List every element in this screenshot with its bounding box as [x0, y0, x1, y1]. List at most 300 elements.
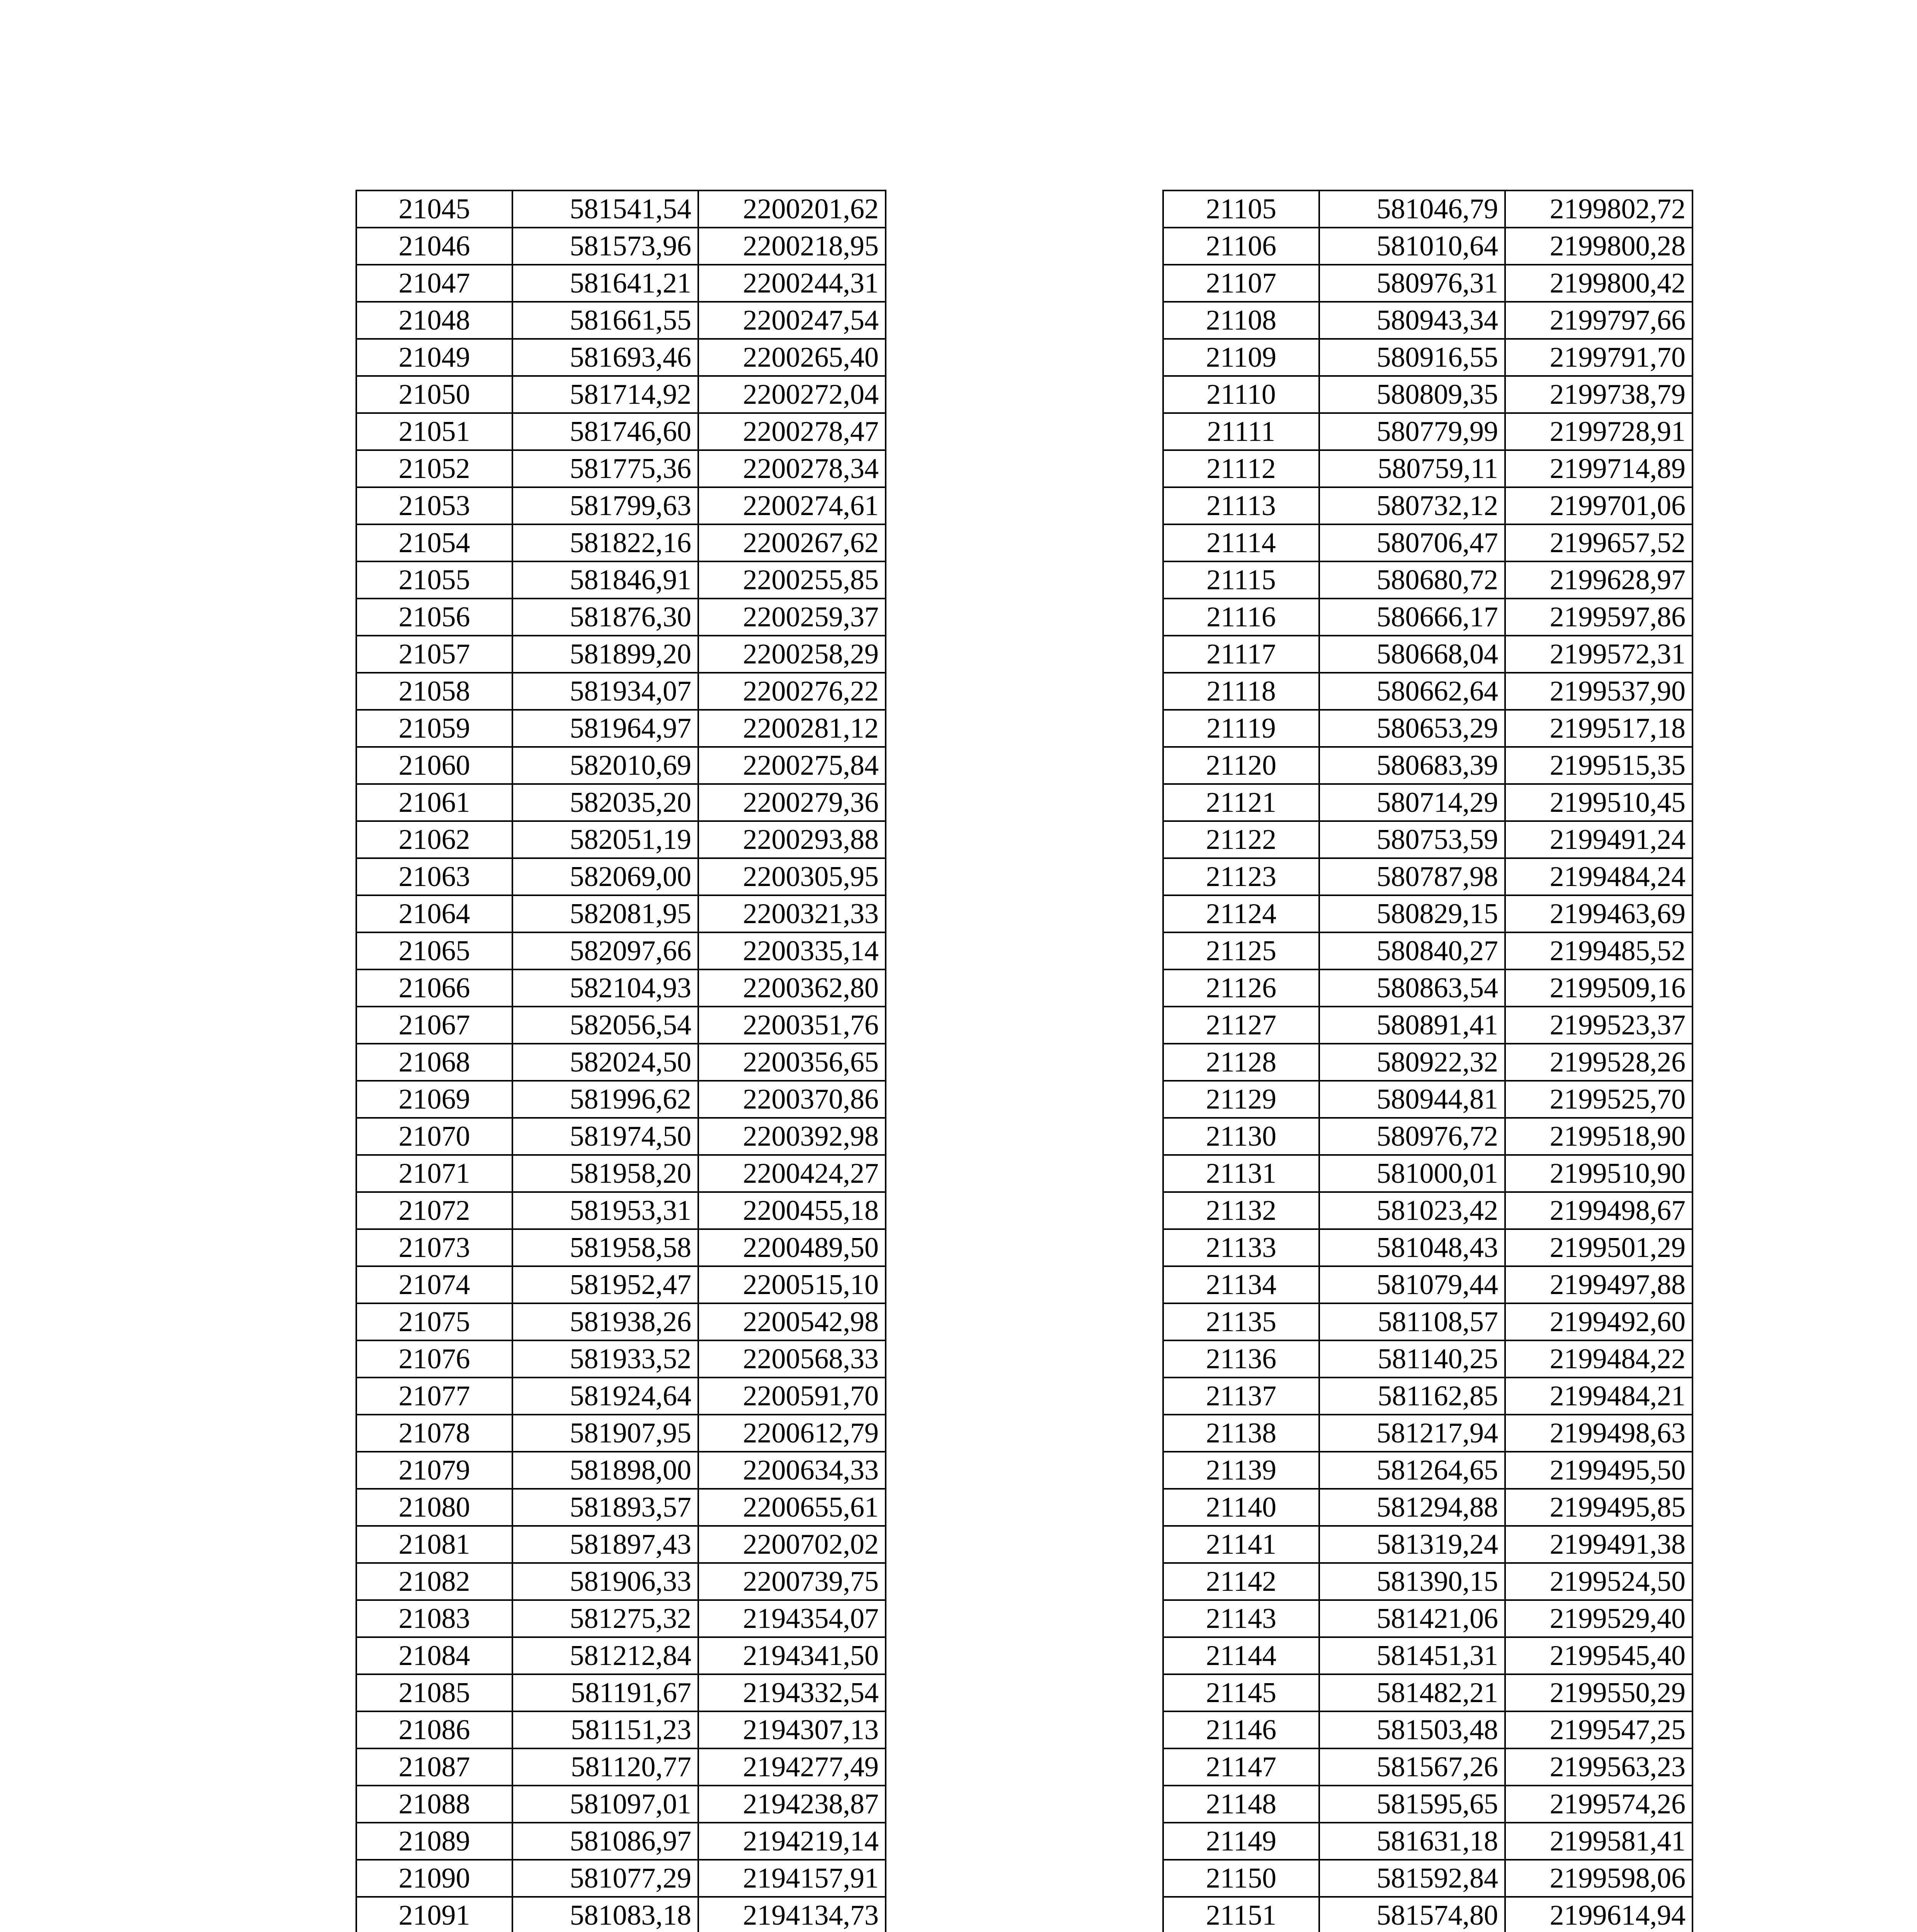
x-coordinate-cell: 580779,99	[1319, 413, 1505, 450]
y-coordinate-cell: 2199498,63	[1505, 1415, 1692, 1452]
point-id-cell: 21079	[356, 1452, 512, 1489]
point-id-cell: 21051	[356, 413, 512, 450]
x-coordinate-cell: 581083,18	[512, 1897, 698, 1932]
x-coordinate-cell: 582097,66	[512, 932, 698, 969]
table-row	[356, 1266, 886, 1303]
table-row	[356, 1748, 886, 1786]
y-coordinate-cell: 2200281,12	[698, 710, 886, 747]
y-coordinate-cell: 2200293,88	[698, 821, 886, 858]
table-row	[356, 265, 886, 302]
x-coordinate-cell: 581897,43	[512, 1526, 698, 1563]
y-coordinate-cell: 2199598,06	[1505, 1860, 1692, 1897]
y-coordinate-cell: 2200258,29	[698, 636, 886, 673]
point-id-cell: 21111	[1163, 413, 1319, 450]
table-row	[356, 1526, 886, 1563]
y-coordinate-cell: 2200259,37	[698, 599, 886, 636]
y-coordinate-cell: 2200455,18	[698, 1192, 886, 1229]
y-coordinate-cell: 2200305,95	[698, 858, 886, 895]
table-row	[356, 1007, 886, 1044]
y-coordinate-cell: 2200247,54	[698, 302, 886, 339]
point-id-cell: 21046	[356, 228, 512, 265]
x-coordinate-cell: 580732,12	[1319, 487, 1505, 524]
x-coordinate-cell: 580943,34	[1319, 302, 1505, 339]
x-coordinate-cell: 581451,31	[1319, 1637, 1505, 1674]
point-id-cell: 21055	[356, 561, 512, 599]
y-coordinate-cell: 2200201,62	[698, 190, 886, 228]
x-coordinate-cell: 581964,97	[512, 710, 698, 747]
table-row	[1163, 1860, 1692, 1897]
x-coordinate-cell: 581775,36	[512, 450, 698, 487]
point-id-cell: 21059	[356, 710, 512, 747]
y-coordinate-cell: 2199510,45	[1505, 784, 1692, 821]
table-row	[356, 487, 886, 524]
point-id-cell: 21116	[1163, 599, 1319, 636]
y-coordinate-cell: 2199484,21	[1505, 1378, 1692, 1415]
x-coordinate-cell: 580666,17	[1319, 599, 1505, 636]
x-coordinate-cell: 581390,15	[1319, 1563, 1505, 1600]
x-coordinate-cell: 581574,80	[1319, 1897, 1505, 1932]
x-coordinate-cell: 581661,55	[512, 302, 698, 339]
y-coordinate-cell: 2199802,72	[1505, 190, 1692, 228]
x-coordinate-cell: 580922,32	[1319, 1044, 1505, 1081]
point-id-cell: 21091	[356, 1897, 512, 1932]
point-id-cell: 21139	[1163, 1452, 1319, 1489]
table-row	[1163, 895, 1692, 932]
x-coordinate-cell: 580944,81	[1319, 1081, 1505, 1118]
x-coordinate-cell: 581974,50	[512, 1118, 698, 1155]
y-coordinate-cell: 2200370,86	[698, 1081, 886, 1118]
table-row	[1163, 413, 1692, 450]
table-row	[356, 895, 886, 932]
point-id-cell: 21077	[356, 1378, 512, 1415]
point-id-cell: 21057	[356, 636, 512, 673]
y-coordinate-cell: 2200351,76	[698, 1007, 886, 1044]
table-row	[356, 190, 886, 228]
y-coordinate-cell: 2200424,27	[698, 1155, 886, 1192]
point-id-cell: 21049	[356, 339, 512, 376]
point-id-cell: 21137	[1163, 1378, 1319, 1415]
y-coordinate-cell: 2199495,85	[1505, 1489, 1692, 1526]
table-row	[356, 1044, 886, 1081]
y-coordinate-cell: 2199510,90	[1505, 1155, 1692, 1192]
point-id-cell: 21050	[356, 376, 512, 413]
x-coordinate-cell: 581319,24	[1319, 1526, 1505, 1563]
table-row	[356, 710, 886, 747]
table-row	[1163, 1600, 1692, 1637]
point-id-cell: 21144	[1163, 1637, 1319, 1674]
point-id-cell: 21115	[1163, 561, 1319, 599]
x-coordinate-cell: 581567,26	[1319, 1748, 1505, 1786]
table-row	[1163, 1674, 1692, 1711]
x-coordinate-cell: 581906,33	[512, 1563, 698, 1600]
y-coordinate-cell: 2200279,36	[698, 784, 886, 821]
point-id-cell: 21121	[1163, 784, 1319, 821]
point-id-cell: 21117	[1163, 636, 1319, 673]
x-coordinate-cell: 581595,65	[1319, 1786, 1505, 1823]
x-coordinate-cell: 582069,00	[512, 858, 698, 895]
point-id-cell: 21118	[1163, 673, 1319, 710]
y-coordinate-cell: 2200655,61	[698, 1489, 886, 1526]
y-coordinate-cell: 2199800,42	[1505, 265, 1692, 302]
x-coordinate-cell: 582081,95	[512, 895, 698, 932]
table-row	[356, 932, 886, 969]
table-row	[356, 1786, 886, 1823]
x-coordinate-cell: 581294,88	[1319, 1489, 1505, 1526]
table-row	[1163, 599, 1692, 636]
point-id-cell: 21138	[1163, 1415, 1319, 1452]
x-coordinate-cell: 581541,54	[512, 190, 698, 228]
table-row	[356, 821, 886, 858]
x-coordinate-cell: 581641,21	[512, 265, 698, 302]
point-id-cell: 21052	[356, 450, 512, 487]
point-id-cell: 21067	[356, 1007, 512, 1044]
table-row	[1163, 1637, 1692, 1674]
x-coordinate-cell: 580840,27	[1319, 932, 1505, 969]
table-row	[356, 784, 886, 821]
x-coordinate-cell: 581086,97	[512, 1823, 698, 1860]
table-row	[356, 339, 886, 376]
y-coordinate-cell: 2200356,65	[698, 1044, 886, 1081]
point-id-cell: 21062	[356, 821, 512, 858]
y-coordinate-cell: 2199791,70	[1505, 339, 1692, 376]
point-id-cell: 21066	[356, 969, 512, 1007]
x-coordinate-cell: 580891,41	[1319, 1007, 1505, 1044]
table-row	[1163, 1897, 1692, 1932]
table-row	[1163, 1007, 1692, 1044]
y-coordinate-cell: 2199518,90	[1505, 1118, 1692, 1155]
y-coordinate-cell: 2200274,61	[698, 487, 886, 524]
table-row	[1163, 932, 1692, 969]
table-row	[356, 858, 886, 895]
x-coordinate-cell: 582035,20	[512, 784, 698, 821]
y-coordinate-cell: 2199515,35	[1505, 747, 1692, 784]
point-id-cell: 21130	[1163, 1118, 1319, 1155]
x-coordinate-cell: 582024,50	[512, 1044, 698, 1081]
y-coordinate-cell: 2194354,07	[698, 1600, 886, 1637]
table-row	[1163, 1748, 1692, 1786]
y-coordinate-cell: 2200392,98	[698, 1118, 886, 1155]
point-id-cell: 21078	[356, 1415, 512, 1452]
y-coordinate-cell: 2199484,24	[1505, 858, 1692, 895]
x-coordinate-cell: 581938,26	[512, 1303, 698, 1340]
y-coordinate-cell: 2194332,54	[698, 1674, 886, 1711]
x-coordinate-cell: 581746,60	[512, 413, 698, 450]
point-id-cell: 21149	[1163, 1823, 1319, 1860]
table-row	[1163, 1378, 1692, 1415]
point-id-cell: 21110	[1163, 376, 1319, 413]
y-coordinate-cell: 2199563,23	[1505, 1748, 1692, 1786]
point-id-cell: 21060	[356, 747, 512, 784]
table-row	[356, 599, 886, 636]
point-id-cell: 21073	[356, 1229, 512, 1266]
point-id-cell: 21076	[356, 1340, 512, 1378]
y-coordinate-cell: 2200267,62	[698, 524, 886, 561]
point-id-cell: 21081	[356, 1526, 512, 1563]
table-row	[1163, 784, 1692, 821]
point-id-cell: 21084	[356, 1637, 512, 1674]
y-coordinate-cell: 2200739,75	[698, 1563, 886, 1600]
y-coordinate-cell: 2200275,84	[698, 747, 886, 784]
x-coordinate-cell: 580680,72	[1319, 561, 1505, 599]
x-coordinate-cell: 580662,64	[1319, 673, 1505, 710]
x-coordinate-cell: 580706,47	[1319, 524, 1505, 561]
point-id-cell: 21133	[1163, 1229, 1319, 1266]
point-id-cell: 21140	[1163, 1489, 1319, 1526]
table-row	[1163, 858, 1692, 895]
y-coordinate-cell: 2199528,26	[1505, 1044, 1692, 1081]
table-row	[1163, 228, 1692, 265]
table-row	[1163, 302, 1692, 339]
point-id-cell: 21074	[356, 1266, 512, 1303]
y-coordinate-cell: 2199517,18	[1505, 710, 1692, 747]
table-row	[1163, 747, 1692, 784]
y-coordinate-cell: 2199714,89	[1505, 450, 1692, 487]
x-coordinate-cell: 580976,31	[1319, 265, 1505, 302]
y-coordinate-cell: 2200515,10	[698, 1266, 886, 1303]
table-row	[1163, 376, 1692, 413]
table-row	[1163, 487, 1692, 524]
y-coordinate-cell: 2194157,91	[698, 1860, 886, 1897]
y-coordinate-cell: 2194219,14	[698, 1823, 886, 1860]
x-coordinate-cell: 581264,65	[1319, 1452, 1505, 1489]
x-coordinate-cell: 581876,30	[512, 599, 698, 636]
x-coordinate-cell: 581924,64	[512, 1378, 698, 1415]
x-coordinate-cell: 581120,77	[512, 1748, 698, 1786]
table-row	[1163, 1340, 1692, 1378]
y-coordinate-cell: 2199492,60	[1505, 1303, 1692, 1340]
y-coordinate-cell: 2200362,80	[698, 969, 886, 1007]
x-coordinate-cell: 581140,25	[1319, 1340, 1505, 1378]
x-coordinate-cell: 580809,35	[1319, 376, 1505, 413]
table-row	[356, 1155, 886, 1192]
x-coordinate-cell: 581077,29	[512, 1860, 698, 1897]
y-coordinate-cell: 2199491,24	[1505, 821, 1692, 858]
point-id-cell: 21132	[1163, 1192, 1319, 1229]
y-coordinate-cell: 2200568,33	[698, 1340, 886, 1378]
coordinates-table-right	[1162, 190, 1693, 1932]
point-id-cell: 21068	[356, 1044, 512, 1081]
point-id-cell: 21063	[356, 858, 512, 895]
point-id-cell: 21107	[1163, 265, 1319, 302]
x-coordinate-cell: 581421,06	[1319, 1600, 1505, 1637]
x-coordinate-cell: 581046,79	[1319, 190, 1505, 228]
y-coordinate-cell: 2199545,40	[1505, 1637, 1692, 1674]
point-id-cell: 21108	[1163, 302, 1319, 339]
point-id-cell: 21109	[1163, 339, 1319, 376]
x-coordinate-cell: 581010,64	[1319, 228, 1505, 265]
point-id-cell: 21119	[1163, 710, 1319, 747]
point-id-cell: 21075	[356, 1303, 512, 1340]
y-coordinate-cell: 2199738,79	[1505, 376, 1692, 413]
point-id-cell: 21135	[1163, 1303, 1319, 1340]
point-id-cell: 21071	[356, 1155, 512, 1192]
x-coordinate-cell: 581592,84	[1319, 1860, 1505, 1897]
point-id-cell: 21147	[1163, 1748, 1319, 1786]
table-row	[356, 228, 886, 265]
point-id-cell: 21120	[1163, 747, 1319, 784]
table-row	[356, 1303, 886, 1340]
point-id-cell: 21142	[1163, 1563, 1319, 1600]
y-coordinate-cell: 2199628,97	[1505, 561, 1692, 599]
x-coordinate-cell: 581952,47	[512, 1266, 698, 1303]
table-row	[356, 1637, 886, 1674]
table-row	[1163, 561, 1692, 599]
point-id-cell: 21146	[1163, 1711, 1319, 1748]
x-coordinate-cell: 581898,00	[512, 1452, 698, 1489]
point-id-cell: 21045	[356, 190, 512, 228]
y-coordinate-cell: 2200321,33	[698, 895, 886, 932]
point-id-cell: 21113	[1163, 487, 1319, 524]
point-id-cell: 21083	[356, 1600, 512, 1637]
table-row	[356, 1340, 886, 1378]
x-coordinate-cell: 580753,59	[1319, 821, 1505, 858]
point-id-cell: 21061	[356, 784, 512, 821]
table-row	[356, 450, 886, 487]
table-row	[356, 1823, 886, 1860]
x-coordinate-cell: 581631,18	[1319, 1823, 1505, 1860]
y-coordinate-cell: 2199525,70	[1505, 1081, 1692, 1118]
table-row	[1163, 1303, 1692, 1340]
y-coordinate-cell: 2200244,31	[698, 265, 886, 302]
table-row	[356, 1489, 886, 1526]
table-row	[1163, 1118, 1692, 1155]
x-coordinate-cell: 580829,15	[1319, 895, 1505, 932]
x-coordinate-cell: 582010,69	[512, 747, 698, 784]
point-id-cell: 21082	[356, 1563, 512, 1600]
point-id-cell: 21124	[1163, 895, 1319, 932]
y-coordinate-cell: 2199597,86	[1505, 599, 1692, 636]
x-coordinate-cell: 581079,44	[1319, 1266, 1505, 1303]
y-coordinate-cell: 2199547,25	[1505, 1711, 1692, 1748]
point-id-cell: 21072	[356, 1192, 512, 1229]
x-coordinate-cell: 581846,91	[512, 561, 698, 599]
y-coordinate-cell: 2199728,91	[1505, 413, 1692, 450]
y-coordinate-cell: 2199537,90	[1505, 673, 1692, 710]
table-row	[1163, 1786, 1692, 1823]
y-coordinate-cell: 2200634,33	[698, 1452, 886, 1489]
y-coordinate-cell: 2200335,14	[698, 932, 886, 969]
x-coordinate-cell: 581893,57	[512, 1489, 698, 1526]
y-coordinate-cell: 2199523,37	[1505, 1007, 1692, 1044]
y-coordinate-cell: 2200218,95	[698, 228, 886, 265]
table-row	[1163, 1229, 1692, 1266]
table-row	[356, 969, 886, 1007]
y-coordinate-cell: 2199529,40	[1505, 1600, 1692, 1637]
y-coordinate-cell: 2200542,98	[698, 1303, 886, 1340]
table-row	[1163, 265, 1692, 302]
point-id-cell: 21085	[356, 1674, 512, 1711]
table-row	[356, 1897, 886, 1932]
x-coordinate-cell: 581958,20	[512, 1155, 698, 1192]
table-row	[1163, 524, 1692, 561]
x-coordinate-cell: 581693,46	[512, 339, 698, 376]
point-id-cell: 21090	[356, 1860, 512, 1897]
table-row	[356, 1229, 886, 1266]
point-id-cell: 21112	[1163, 450, 1319, 487]
table-row	[1163, 821, 1692, 858]
point-id-cell: 21089	[356, 1823, 512, 1860]
x-coordinate-cell: 580976,72	[1319, 1118, 1505, 1155]
x-coordinate-cell: 582056,54	[512, 1007, 698, 1044]
x-coordinate-cell: 581151,23	[512, 1711, 698, 1748]
x-coordinate-cell: 581953,31	[512, 1192, 698, 1229]
y-coordinate-cell: 2200255,85	[698, 561, 886, 599]
table-row	[356, 413, 886, 450]
x-coordinate-cell: 581191,67	[512, 1674, 698, 1711]
x-coordinate-cell: 580916,55	[1319, 339, 1505, 376]
point-id-cell: 21058	[356, 673, 512, 710]
y-coordinate-cell: 2199657,52	[1505, 524, 1692, 561]
table-row	[1163, 339, 1692, 376]
y-coordinate-cell: 2200591,70	[698, 1378, 886, 1415]
point-id-cell: 21087	[356, 1748, 512, 1786]
point-id-cell: 21048	[356, 302, 512, 339]
x-coordinate-cell: 581899,20	[512, 636, 698, 673]
table-row	[1163, 1266, 1692, 1303]
table-row	[1163, 1563, 1692, 1600]
x-coordinate-cell: 581799,63	[512, 487, 698, 524]
y-coordinate-cell: 2199497,88	[1505, 1266, 1692, 1303]
point-id-cell: 21145	[1163, 1674, 1319, 1711]
point-id-cell: 21114	[1163, 524, 1319, 561]
x-coordinate-cell: 581275,32	[512, 1600, 698, 1637]
x-coordinate-cell: 581714,92	[512, 376, 698, 413]
point-id-cell: 21128	[1163, 1044, 1319, 1081]
table-row	[356, 1711, 886, 1748]
x-coordinate-cell: 581000,01	[1319, 1155, 1505, 1192]
y-coordinate-cell: 2199485,52	[1505, 932, 1692, 969]
y-coordinate-cell: 2194238,87	[698, 1786, 886, 1823]
table-row	[1163, 190, 1692, 228]
x-coordinate-cell: 581048,43	[1319, 1229, 1505, 1266]
table-row	[356, 1860, 886, 1897]
x-coordinate-cell: 581822,16	[512, 524, 698, 561]
table-row	[356, 561, 886, 599]
point-id-cell: 21150	[1163, 1860, 1319, 1897]
table-row	[356, 636, 886, 673]
point-id-cell: 21070	[356, 1118, 512, 1155]
table-row	[1163, 1711, 1692, 1748]
point-id-cell: 21064	[356, 895, 512, 932]
y-coordinate-cell: 2200278,34	[698, 450, 886, 487]
table-row	[1163, 1489, 1692, 1526]
y-coordinate-cell: 2194134,73	[698, 1897, 886, 1932]
point-id-cell: 21056	[356, 599, 512, 636]
table-row	[1163, 1415, 1692, 1452]
point-id-cell: 21125	[1163, 932, 1319, 969]
x-coordinate-cell: 581934,07	[512, 673, 698, 710]
table-row	[1163, 636, 1692, 673]
table-row	[356, 1452, 886, 1489]
x-coordinate-cell: 581162,85	[1319, 1378, 1505, 1415]
table-row	[1163, 969, 1692, 1007]
x-coordinate-cell: 582104,93	[512, 969, 698, 1007]
x-coordinate-cell: 581933,52	[512, 1340, 698, 1378]
point-id-cell: 21122	[1163, 821, 1319, 858]
table-row	[1163, 450, 1692, 487]
y-coordinate-cell: 2194307,13	[698, 1711, 886, 1748]
table-row	[356, 1600, 886, 1637]
table-row	[1163, 1081, 1692, 1118]
table-row	[356, 1563, 886, 1600]
table-row	[356, 1081, 886, 1118]
y-coordinate-cell: 2199701,06	[1505, 487, 1692, 524]
y-coordinate-cell: 2199463,69	[1505, 895, 1692, 932]
y-coordinate-cell: 2199550,29	[1505, 1674, 1692, 1711]
table-row	[356, 747, 886, 784]
y-coordinate-cell: 2199501,29	[1505, 1229, 1692, 1266]
point-id-cell: 21148	[1163, 1786, 1319, 1823]
